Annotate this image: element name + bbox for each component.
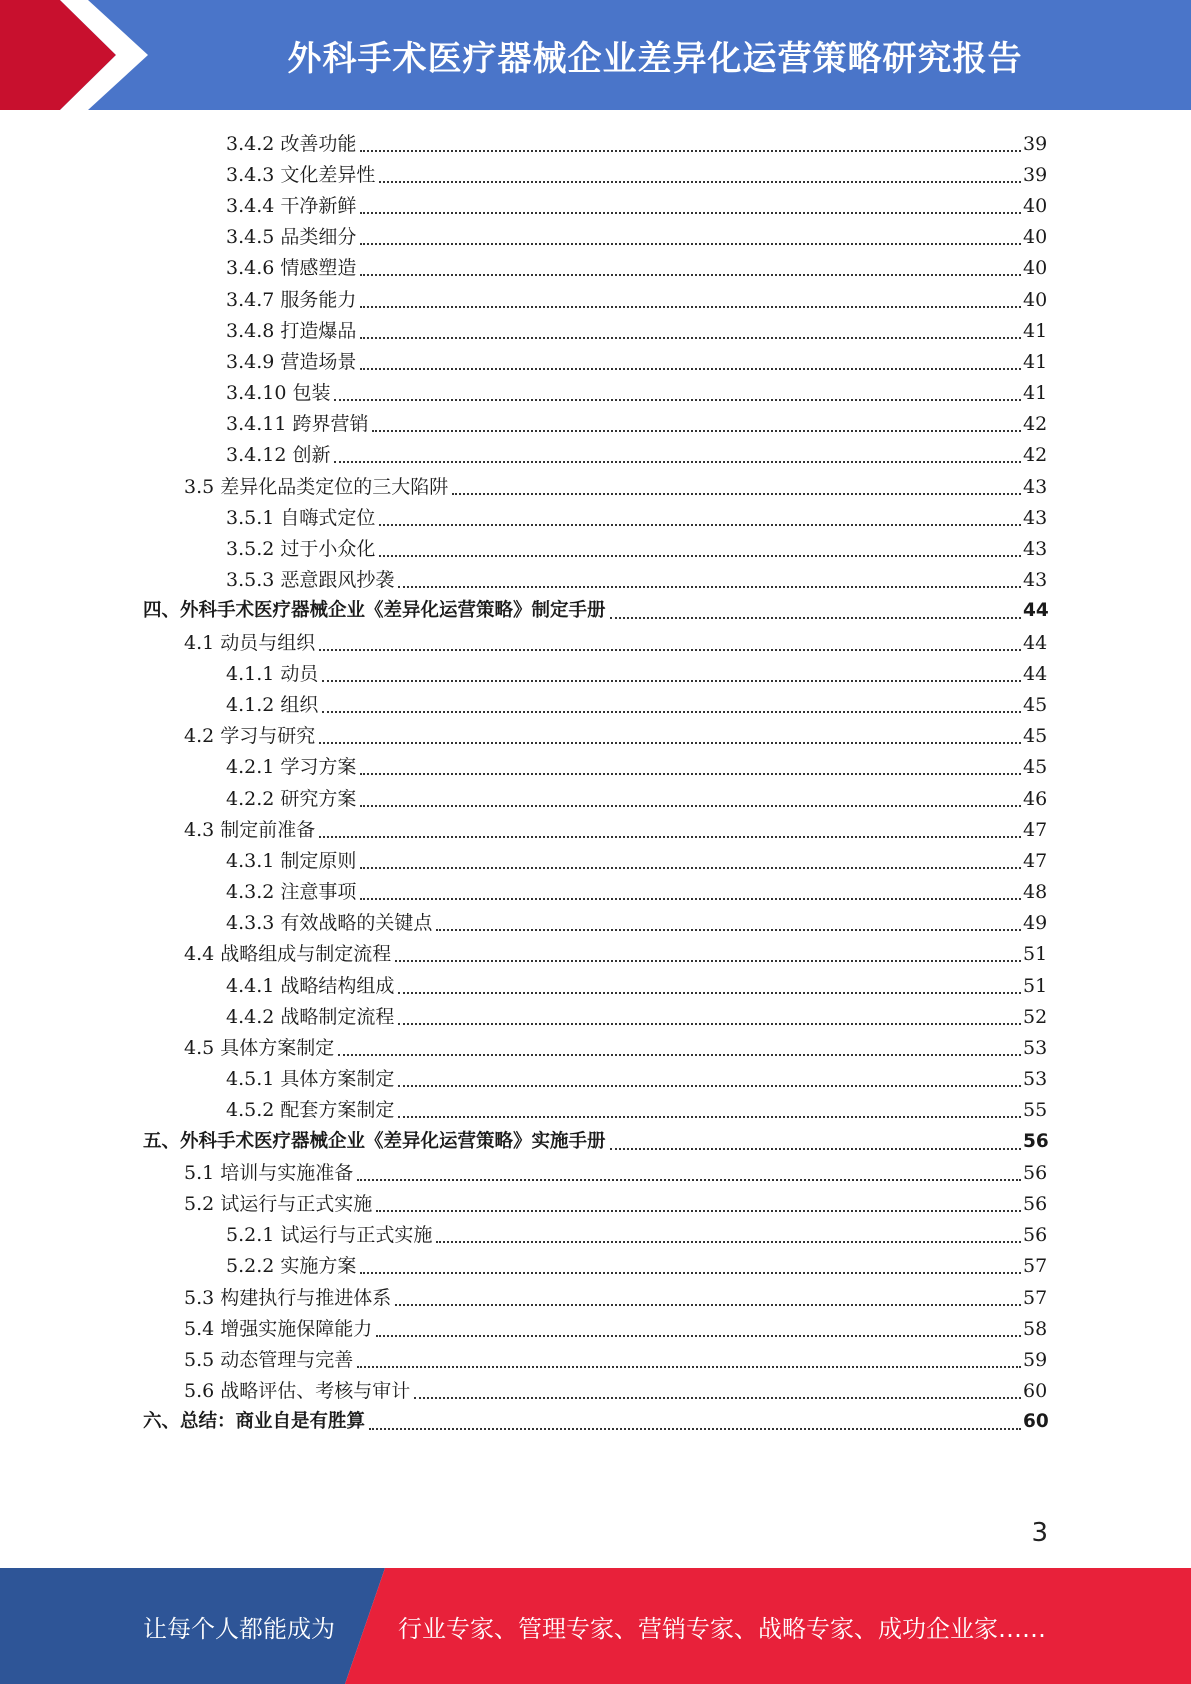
toc-entry-title: 3.4.8 打造爆品 [226,319,357,342]
toc-entry-title: 4.5.1 具体方案制定 [226,1068,395,1091]
toc-entry-title: 3.4.6 情感塑造 [226,257,357,280]
toc-entry-title: 4.4.1 战略结构组成 [226,974,395,997]
toc-entry-page: 45 [1023,725,1048,748]
toc-dot-leader [360,243,1021,245]
footer-slogan-right: 行业专家、管理专家、营销专家、战略专家、成功企业家…… [398,1614,1046,1643]
document-title: 外科手术医疗器械企业差异化运营策略研究报告 [287,38,1023,79]
toc-entry-page: 41 [1023,319,1048,342]
toc-entry-title: 3.4.3 文化差异性 [226,163,376,186]
toc-dot-leader [357,1366,1021,1368]
toc-entry[interactable] [0,939,1191,970]
toc-entry-title: 4.3.2 注意事项 [226,881,357,904]
toc-dot-leader [369,1428,1021,1430]
toc-dot-leader [414,1397,1021,1399]
toc-entry-page: 56 [1023,1130,1049,1152]
toc-dot-leader [319,836,1021,838]
toc-dot-leader [319,649,1021,651]
toc-entry-page: 45 [1023,693,1048,716]
toc-entry-page: 44 [1023,600,1049,622]
toc-entry[interactable] [0,253,1191,284]
header-banner [0,0,1191,110]
toc-entry[interactable] [0,1095,1191,1126]
toc-entry-page: 53 [1023,1037,1048,1060]
toc-entry-page: 56 [1023,1161,1048,1184]
toc-entry-title: 五、外科手术医疗器械企业《差异化运营策略》实施手册 [143,1130,606,1152]
toc-entry-title: 4.2.1 学习方案 [226,756,357,779]
toc-dot-leader [376,1335,1021,1337]
toc-dot-leader [360,274,1021,276]
toc-dot-leader [452,493,1021,495]
toc-entry-page: 39 [1023,163,1048,186]
toc-dot-leader [360,212,1021,214]
toc-entry[interactable] [0,159,1191,190]
toc-entry[interactable] [0,284,1191,315]
toc-entry-title: 3.4.9 营造场景 [226,350,357,373]
toc-dot-leader [379,524,1021,526]
toc-dot-leader [360,867,1021,869]
toc-entry-page: 40 [1023,257,1048,280]
toc-entry-page: 44 [1023,662,1048,685]
toc-dot-leader [338,1054,1021,1056]
toc-entry-title: 4.2.2 研究方案 [226,787,357,810]
toc-entry-title: 5.2.2 实施方案 [226,1255,357,1278]
toc-dot-leader [610,1148,1021,1150]
toc-entry-title: 4.1.1 动员 [226,662,319,685]
toc-entry-page: 45 [1023,756,1048,779]
toc-entry[interactable] [0,1313,1191,1344]
toc-entry-title: 3.4.4 干净新鲜 [226,194,357,217]
toc-entry[interactable] [0,1001,1191,1032]
toc-entry-page: 44 [1023,631,1048,654]
toc-dot-leader [360,306,1021,308]
toc-entry-page: 47 [1023,818,1048,841]
toc-entry-title: 3.5 差异化品类定位的三大陷阱 [184,475,449,498]
toc-entry[interactable] [0,814,1191,845]
toc-entry[interactable] [0,1188,1191,1219]
toc-entry-page: 43 [1023,475,1048,498]
toc-entry-title: 5.6 战略评估、考核与审计 [184,1380,411,1403]
toc-entry-title: 3.4.12 创新 [226,444,331,467]
toc-entry[interactable] [0,315,1191,346]
toc-entry-title: 四、外科手术医疗器械企业《差异化运营策略》制定手册 [143,600,606,622]
toc-entry-title: 5.2.1 试运行与正式实施 [226,1224,433,1247]
toc-entry[interactable] [0,1126,1191,1157]
toc-entry[interactable] [0,471,1191,502]
toc-entry[interactable] [0,627,1191,658]
toc-dot-leader [379,555,1021,557]
toc-entry-page: 52 [1023,1005,1048,1028]
toc-entry-title: 4.3.1 制定原则 [226,849,357,872]
toc-entry-title: 3.4.2 改善功能 [226,132,357,155]
toc-entry-title: 4.1.2 组织 [226,693,319,716]
page-number: 3 [1031,1518,1048,1548]
toc-entry-title: 4.2 学习与研究 [184,725,316,748]
toc-dot-leader [334,399,1021,401]
toc-entry-page: 40 [1023,288,1048,311]
toc-entry-page: 42 [1023,444,1048,467]
toc-entry-page: 58 [1023,1317,1048,1340]
toc-dot-leader [436,1241,1021,1243]
toc-entry-page: 48 [1023,881,1048,904]
toc-entry-page: 46 [1023,787,1048,810]
toc-dot-leader [398,992,1021,994]
toc-entry-title: 六、总结：商业自是有胜算 [143,1411,366,1433]
toc-entry-page: 51 [1023,974,1048,997]
toc-entry[interactable] [0,1157,1191,1188]
toc-entry-title: 4.5.2 配套方案制定 [226,1099,395,1122]
toc-entry[interactable] [0,1064,1191,1095]
toc-entry-title: 3.4.10 包装 [226,382,331,405]
toc-dot-leader [610,617,1021,619]
toc-entry[interactable] [0,222,1191,253]
toc-entry[interactable] [0,1376,1191,1407]
toc-entry-page: 42 [1023,413,1048,436]
toc-entry-title: 4.3.3 有效战略的关键点 [226,912,433,935]
toc-entry-page: 56 [1023,1192,1048,1215]
header-arrow-decoration [0,0,170,110]
toc-entry-title: 5.1 培训与实施准备 [184,1161,354,1184]
toc-entry-title: 4.1 动员与组织 [184,631,316,654]
toc-entry[interactable] [0,565,1191,596]
toc-entry-page: 39 [1023,132,1048,155]
toc-entry[interactable] [0,783,1191,814]
toc-entry[interactable] [0,721,1191,752]
toc-entry[interactable] [0,409,1191,440]
toc-dot-leader [360,773,1021,775]
toc-entry[interactable] [0,1032,1191,1063]
toc-dot-leader [357,1179,1021,1181]
footer-banner [0,1568,1191,1684]
toc-entry-title: 5.5 动态管理与完善 [184,1348,354,1371]
toc-entry-page: 57 [1023,1286,1048,1309]
toc-dot-leader [319,742,1021,744]
toc-dot-leader [322,680,1021,682]
toc-entry-title: 4.5 具体方案制定 [184,1037,335,1060]
toc-dot-leader [376,1210,1021,1212]
toc-entry-page: 60 [1023,1411,1049,1433]
toc-entry[interactable] [0,533,1191,564]
toc-entry[interactable] [0,877,1191,908]
toc-entry-title: 3.5.2 过于小众化 [226,538,376,561]
toc-entry-page: 41 [1023,350,1048,373]
toc-entry-title: 5.2 试运行与正式实施 [184,1192,373,1215]
toc-entry[interactable] [0,596,1191,627]
toc-entry[interactable] [0,190,1191,221]
toc-entry[interactable] [0,845,1191,876]
toc-entry-page: 55 [1023,1099,1048,1122]
toc-entry-page: 59 [1023,1348,1048,1371]
toc-dot-leader [360,805,1021,807]
toc-dot-leader [398,1085,1021,1087]
toc-dot-leader [360,1272,1021,1274]
toc-entry-title: 3.4.11 跨界营销 [226,413,369,436]
toc-entry[interactable] [0,378,1191,409]
toc-dot-leader [398,1116,1021,1118]
toc-entry[interactable] [0,689,1191,720]
toc-dot-leader [398,1023,1021,1025]
toc-entry-page: 53 [1023,1068,1048,1091]
toc-entry[interactable] [0,1282,1191,1313]
toc-dot-leader [379,181,1021,183]
toc-dot-leader [322,711,1021,713]
toc-entry-page: 40 [1023,226,1048,249]
toc-entry-page: 41 [1023,382,1048,405]
toc-dot-leader [360,368,1021,370]
toc-entry[interactable] [0,908,1191,939]
toc-entry-page: 51 [1023,943,1048,966]
toc-dot-leader [360,150,1021,152]
toc-entry[interactable] [0,502,1191,533]
toc-entry[interactable] [0,1407,1191,1438]
toc-entry-page: 49 [1023,912,1048,935]
toc-entry-title: 4.3 制定前准备 [184,818,316,841]
toc-dot-leader [360,898,1021,900]
toc-dot-leader [395,960,1021,962]
table-of-contents [0,128,1191,1438]
toc-dot-leader [372,430,1021,432]
toc-entry[interactable] [0,1344,1191,1375]
toc-entry[interactable] [0,1220,1191,1251]
toc-entry-title: 3.5.3 恶意跟风抄袭 [226,569,395,592]
toc-dot-leader [334,461,1021,463]
toc-dot-leader [360,337,1021,339]
footer-slogan-left: 让每个人都能成为 [143,1614,335,1643]
toc-entry-page: 56 [1023,1224,1048,1247]
toc-entry[interactable] [0,440,1191,471]
toc-entry-page: 43 [1023,506,1048,529]
toc-entry-page: 43 [1023,569,1048,592]
toc-entry[interactable] [0,752,1191,783]
toc-entry-title: 4.4.2 战略制定流程 [226,1005,395,1028]
toc-entry-page: 43 [1023,538,1048,561]
toc-entry-title: 5.4 增强实施保障能力 [184,1317,373,1340]
toc-entry-title: 3.5.1 自嗨式定位 [226,506,376,529]
toc-dot-leader [395,1304,1021,1306]
toc-entry[interactable] [0,128,1191,159]
toc-entry[interactable] [0,346,1191,377]
toc-entry[interactable] [0,970,1191,1001]
toc-entry-title: 4.4 战略组成与制定流程 [184,943,392,966]
toc-entry-page: 57 [1023,1255,1048,1278]
toc-entry-page: 40 [1023,194,1048,217]
toc-dot-leader [398,586,1021,588]
toc-entry-title: 5.3 构建执行与推进体系 [184,1286,392,1309]
toc-entry-page: 60 [1023,1380,1048,1403]
toc-entry-title: 3.4.5 品类细分 [226,226,357,249]
toc-dot-leader [436,929,1021,931]
toc-entry-title: 3.4.7 服务能力 [226,288,357,311]
toc-entry[interactable] [0,1251,1191,1282]
toc-entry-page: 47 [1023,849,1048,872]
toc-entry[interactable] [0,658,1191,689]
